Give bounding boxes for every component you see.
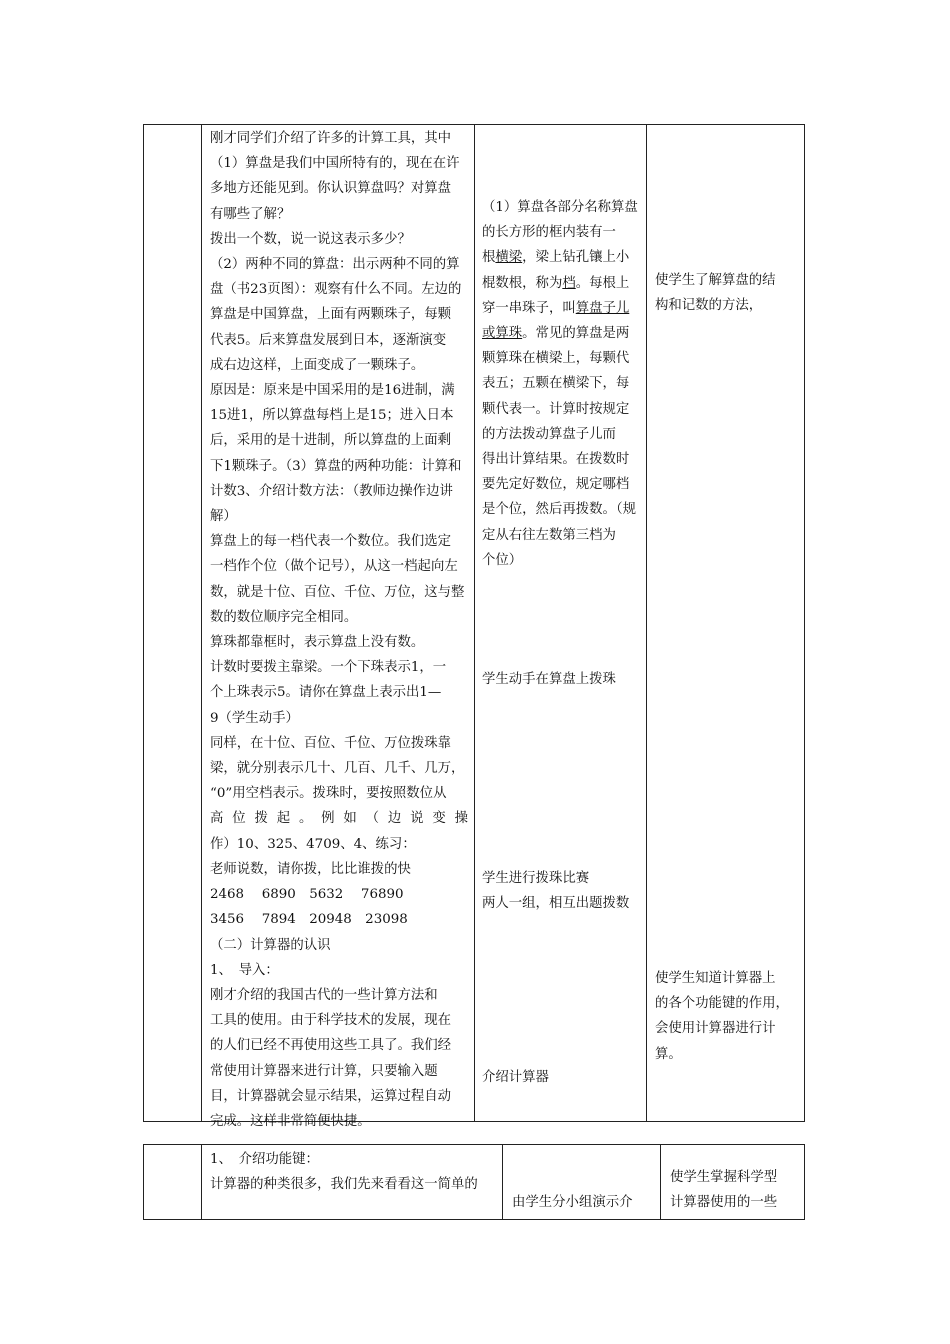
teaching-process-cell bbox=[210, 1147, 502, 1197]
text-line: 多地方还能见到。你认识算盘吗？对算盘 bbox=[210, 181, 452, 197]
text-line: 学生进行拨珠比赛 bbox=[482, 871, 590, 886]
text-line: （2）两种不同的算盘：出示两种不同的算 bbox=[210, 257, 460, 273]
text-line: 一档作个位（做个记号），从这一档起向左 bbox=[210, 559, 458, 575]
text-line: 的长方形的框内装有一 bbox=[482, 225, 616, 241]
text-line: 的人们已经不再使用这些工具了。我们经 bbox=[210, 1038, 452, 1054]
column-divider bbox=[646, 125, 647, 1121]
text-line: 会使用计算器进行计 bbox=[655, 1021, 776, 1037]
student-activity-cell bbox=[482, 866, 640, 916]
text-line: 计算器的种类很多，我们先来看看这一简单的 bbox=[210, 1177, 478, 1193]
student-activity-cell bbox=[482, 1065, 640, 1090]
text-line: 学生动手在算盘上拨珠 bbox=[482, 672, 616, 687]
text-run: 根 bbox=[482, 250, 496, 266]
teaching-process-cell bbox=[210, 126, 468, 1134]
student-activity-cell bbox=[482, 195, 640, 573]
text-line: 数的数位顺序完全相同。 bbox=[210, 609, 358, 625]
column-divider bbox=[201, 1145, 202, 1219]
student-activity-cell bbox=[482, 667, 640, 692]
text-line: 盘（书23页图）：观察有什么不同。左边的 bbox=[210, 282, 462, 298]
text-line bbox=[482, 271, 640, 296]
text-line: 3456 7894 20948 23098 bbox=[210, 912, 408, 928]
text-line: 数，就是十位、百位、千位、万位，这与整 bbox=[210, 584, 465, 600]
text-line: 算珠都靠框时，表示算盘上没有数。 bbox=[210, 635, 425, 651]
text-line: 构和记数的方法， bbox=[655, 298, 763, 314]
text-line: 高 位 拨 起 。 例 如 （ 边 说 变 操 bbox=[210, 811, 468, 827]
text-line: 两人一组，相互出题拨数 bbox=[482, 896, 630, 912]
text-line: 表五；五颗在横梁下，每 bbox=[482, 376, 630, 392]
text-line bbox=[482, 245, 640, 270]
text-line: 算盘上的每一档代表一个数位。我们选定 bbox=[210, 534, 452, 550]
text-line: 目，计算器就会显示结果，运算过程自动 bbox=[210, 1088, 452, 1104]
text-line bbox=[482, 296, 640, 321]
term-crossbeam: 横梁 bbox=[495, 250, 523, 266]
text-line: 后，采用的是十进制，所以算盘的上面剩 bbox=[210, 433, 452, 449]
text-run: 。常见的算盘是两 bbox=[522, 326, 630, 342]
text-line: 的各个功能键的作用， bbox=[655, 996, 789, 1012]
text-line: 的方法拨动算盘子儿而 bbox=[482, 426, 616, 442]
text-line: 使学生了解算盘的结 bbox=[655, 273, 776, 288]
text-line: 个位） bbox=[482, 552, 523, 568]
text-line: 算盘是中国算盘，上面有两颗珠子，每颗 bbox=[210, 307, 452, 323]
purpose-cell bbox=[670, 1165, 800, 1215]
text-line: 个上珠表示5。请你在算盘上表示出1— bbox=[210, 685, 442, 701]
text-line: 梁，就分别表示几十、几百、几千、几万， bbox=[210, 761, 465, 777]
text-line: 算。 bbox=[655, 1046, 682, 1062]
text-line: “0”用空档表示。拨珠时，要按照数位从 bbox=[210, 786, 447, 802]
text-run: 穿一串珠子，叫 bbox=[482, 300, 576, 316]
text-line: 使学生知道计算器上 bbox=[655, 971, 776, 986]
text-line: 常使用计算器来进行计算，只要输入题 bbox=[210, 1063, 438, 1079]
text-run: 棍数根，称为 bbox=[482, 275, 563, 291]
text-line: 代表5。后来算盘发展到日本，逐渐演变 bbox=[210, 332, 447, 348]
text-line: 同样，在十位、百位、千位、万位拨珠靠 bbox=[210, 735, 452, 751]
text-line: 由学生分小组演示介 bbox=[512, 1195, 633, 1210]
purpose-cell bbox=[655, 966, 797, 1067]
text-line: 定从右往左数第三档为 bbox=[482, 527, 616, 543]
text-line: 计数3、介绍计数方法：（教师边操作边讲 bbox=[210, 483, 453, 499]
text-line: （二）计算器的认识 bbox=[210, 937, 331, 953]
text-line: 得出计算结果。在拨数时 bbox=[482, 452, 630, 468]
term-bead-alt: 或算珠 bbox=[482, 326, 523, 342]
text-line: （1）算盘各部分名称算盘 bbox=[482, 200, 638, 215]
text-run: ，梁上钻孔镶上小 bbox=[522, 250, 630, 266]
text-line: 1、 导入： bbox=[210, 962, 279, 978]
text-line: 拨出一个数，说一说这表示多少？ bbox=[210, 231, 411, 247]
text-line: 工具的使用。由于科学技术的发展，现在 bbox=[210, 1013, 452, 1029]
text-line: 原因是：原来是中国采用的是16进制，满 bbox=[210, 383, 455, 399]
column-divider bbox=[502, 1145, 503, 1219]
text-line: 成右边这样，上面变成了一颗珠子。 bbox=[210, 357, 425, 373]
text-line: 老师说数，请你拨，比比谁拨的快 bbox=[210, 861, 411, 877]
text-run: 。每根上 bbox=[575, 275, 630, 291]
text-line: （1）算盘是我们中国所特有的，现在在许 bbox=[210, 156, 460, 172]
term-bead: 算盘子儿 bbox=[575, 300, 630, 316]
text-line: 下1颗珠子。（3）算盘的两种功能：计算和 bbox=[210, 458, 462, 474]
text-line: 要先定好数位，规定哪档 bbox=[482, 477, 630, 493]
text-line: 颗代表一。计算时按规定 bbox=[482, 401, 630, 417]
text-line: 使学生掌握科学型 bbox=[670, 1170, 778, 1185]
text-line: 是个位，然后再拨数。（规 bbox=[482, 502, 636, 518]
text-line: 计数时要拨主靠梁。一个下珠表示1，一 bbox=[210, 660, 447, 676]
student-activity-cell bbox=[512, 1190, 662, 1215]
text-line: 介绍计算器 bbox=[482, 1070, 549, 1085]
text-line bbox=[482, 321, 640, 346]
text-line: 2468 6890 5632 76890 bbox=[210, 887, 404, 903]
text-line: 刚才同学们介绍了许多的计算工具，其中 bbox=[210, 131, 452, 146]
text-line: 1、 介绍功能键： bbox=[210, 1152, 319, 1167]
text-line: 完成。这样非常简便快捷。 bbox=[210, 1113, 371, 1129]
text-line: 作）10、325、4709、4、练习： bbox=[210, 836, 416, 852]
text-line: 解） bbox=[210, 509, 237, 525]
text-line: 计算器使用的一些 bbox=[670, 1195, 778, 1211]
text-line: 刚才介绍的我国古代的一些计算方法和 bbox=[210, 987, 438, 1003]
text-line: 9（学生动手） bbox=[210, 710, 299, 726]
column-divider bbox=[474, 125, 475, 1121]
purpose-cell bbox=[655, 268, 797, 318]
text-line: 颗算珠在横梁上，每颗代 bbox=[482, 351, 630, 367]
column-divider bbox=[201, 125, 202, 1121]
text-line: 有哪些了解？ bbox=[210, 206, 291, 222]
text-line: 15进1，所以算盘每档上是15；进入日本 bbox=[210, 408, 454, 424]
term-rod: 档 bbox=[562, 275, 576, 291]
